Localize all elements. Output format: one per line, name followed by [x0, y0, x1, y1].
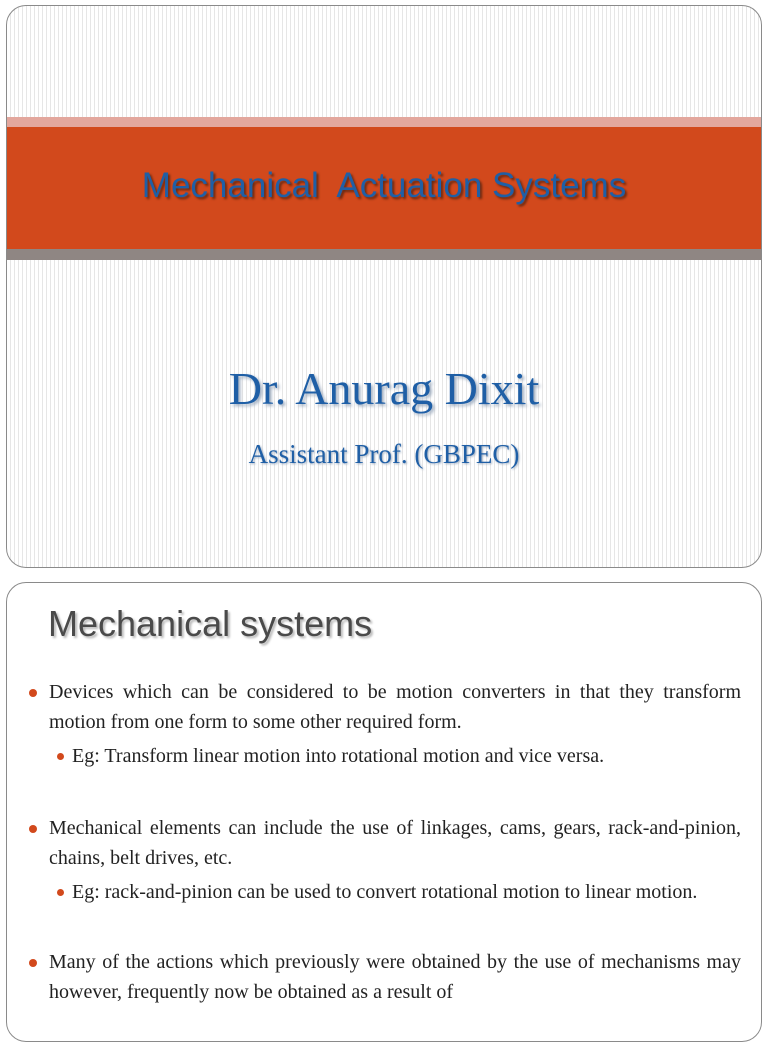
bullet-text: Devices which can be considered to be motion converters in that they transform motion from one form to some other required form.	[49, 681, 741, 733]
sub-bullet-item	[7, 877, 761, 907]
sub-bullet-item	[7, 741, 761, 771]
sub-bullet-dot-icon	[57, 889, 64, 896]
slide-title: Mechanical Actuation Systems	[141, 166, 627, 205]
title-band-top	[7, 117, 761, 127]
title-slide	[6, 5, 762, 568]
sub-bullet-text: Eg: rack-and-pinion can be used to convert rotational motion to linear motion.	[72, 881, 698, 903]
bullet-item	[7, 947, 761, 1007]
title-band-bottom	[7, 249, 761, 260]
bullet-item	[7, 677, 761, 737]
bullet-item	[7, 813, 761, 873]
content-slide	[6, 582, 762, 1042]
sub-bullet-dot-icon	[57, 753, 64, 760]
bullet-dot-icon	[29, 959, 37, 967]
sub-bullet-text: Eg: Transform linear motion into rotational motion and vice versa.	[72, 745, 605, 767]
author-name: Dr. Anurag Dixit	[228, 363, 540, 414]
bullet-text: Many of the actions which previously were obtained by the use of mechanisms may however, frequently now be obtained as a result of	[49, 951, 741, 1003]
bullet-list	[7, 677, 761, 1007]
content-slide-title: Mechanical systems	[48, 603, 373, 644]
bullet-text: Mechanical elements can include the use of linkages, cams, gears, rack-and-pinion, chains, belt drives, etc.	[49, 817, 741, 869]
author-affiliation: Assistant Prof. (GBPEC)	[248, 439, 520, 469]
bullet-dot-icon	[29, 689, 37, 697]
bullet-dot-icon	[29, 825, 37, 833]
